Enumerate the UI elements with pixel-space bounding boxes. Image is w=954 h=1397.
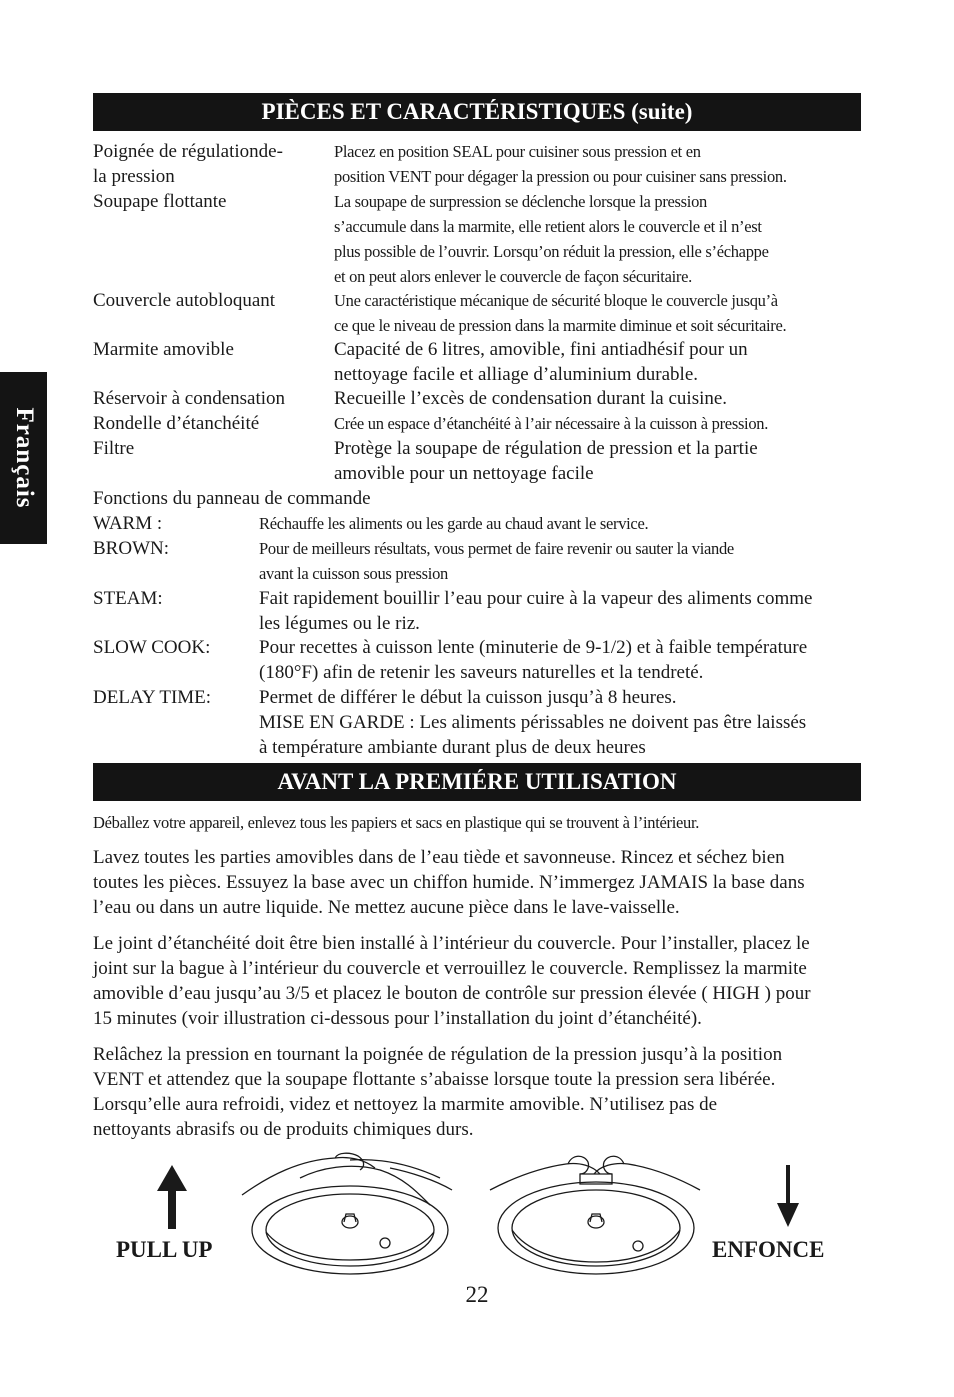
part-description: Recueille l’excès de condensation durant la cuisine. — [334, 388, 728, 409]
intro-text: Déballez votre appareil, enlevez tous les papiers et sacs en plastique qui se trouvent à l’intérieur. — [93, 813, 700, 832]
section-title: PIÈCES ET CARACTÉRISTIQUES (suite) — [261, 99, 693, 124]
lid-press-down-illustration — [488, 1150, 703, 1280]
function-label: STEAM: — [93, 588, 163, 609]
function-description: Pour de meilleurs résultats, vous permet de faire revenir ou sauter la viande avant la cuisson sous pression — [259, 539, 734, 583]
part-label: Couvercle autobloquant — [93, 290, 276, 311]
function-description: Permet de différer le début la cuisson jusqu’à 8 heures. MISE EN GARDE : Les aliments périssables ne doivent pas être laissés à température ambiante durant plus de deux heures — [259, 687, 807, 758]
function-label: BROWN: — [93, 538, 169, 559]
language-tab-label: Français — [10, 407, 38, 509]
section-header-first-use — [93, 763, 861, 801]
press-down-caption: ENFONCE — [712, 1237, 825, 1262]
part-label: Réservoir à condensation — [93, 388, 286, 409]
function-description: Pour recettes à cuisson lente (minuterie de 9-1/2) et à faible température (180°F) afin de retenir les saveurs naturelles et la tendreté. — [259, 637, 808, 683]
part-description: Capacité de 6 litres, amovible, fini antiadhésif pour un nettoyage facile et alliage d’aluminium durable. — [334, 339, 748, 385]
paragraph: Lavez toutes les parties amovibles dans de l’eau tiède et savonneuse. Rincez et séchez bien toutes les pièces. Essuyez la base avec un chiffon humide. N’immergez JAMAIS la base dans l’eau ou dans un autre liquide. Ne mettez aucune pièce dans le lave-vaisselle. — [93, 847, 805, 918]
part-label: Filtre — [93, 438, 135, 459]
part-description: Protège la soupape de régulation de pression et la partie amovible pour un nettoyage facile — [334, 438, 758, 484]
part-label: Rondelle d’étanchéité — [93, 413, 260, 434]
part-description: Une caractéristique mécanique de sécurité bloque le couvercle jusqu’à ce que le niveau de pression dans la marmite diminue et soit sécuritaire. — [334, 291, 787, 335]
section-title: AVANT LA PREMIÉRE UTILISATION — [277, 769, 677, 794]
page-number: 22 — [465, 1282, 489, 1307]
section-header-parts — [93, 93, 861, 131]
part-description: Crée un espace d’étanchéité à l’air nécessaire à la cuisson à pression. — [334, 414, 769, 433]
function-label: SLOW COOK: — [93, 637, 211, 658]
paragraph: Le joint d’étanchéité doit être bien installé à l’intérieur du couvercle. Pour l’installer, placez le joint sur la bague à l’intérieur du couvercle et verrouillez le couvercle. Remplissez la marmite amovible d’eau jusqu’au 3/5 et placez le bouton de contrôle sur pression élevée ( HIGH ) pour 15 minutes (voir illustration ci-dessous pour l’installation du joint d’étanchéité). — [93, 933, 811, 1029]
function-label: WARM : — [93, 513, 163, 534]
part-description: Placez en position SEAL pour cuisiner sous pression et en position VENT pour dégager la pression ou pour cuisiner sans pression. — [334, 142, 787, 186]
paragraph: Relâchez la pression en tournant la poignée de régulation de la pression jusqu’à la position VENT et attendez que la soupape flottante s’abaisse lorsque toute la pression sera libérée. Lorsqu’elle aura refroidi, videz et nettoyez la marmite amovible. N’utilisez pas de nettoyants abrasifs ou de produits chimiques durs. — [93, 1044, 783, 1140]
function-label: DELAY TIME: — [93, 687, 212, 708]
part-label: Marmite amovible — [93, 339, 234, 360]
part-label: Poignée de régulationde- la pression — [93, 141, 283, 187]
language-tab — [0, 372, 47, 544]
pull-up-caption: PULL UP — [116, 1237, 213, 1262]
part-label: Soupape flottante — [93, 191, 227, 212]
function-description: Fait rapidement bouillir l’eau pour cuire à la vapeur des aliments comme les légumes ou le riz. — [259, 588, 813, 634]
down-arrow-icon — [775, 1165, 801, 1227]
function-description: Réchauffe les aliments ou les garde au chaud avant le service. — [259, 514, 649, 533]
lid-pull-up-illustration — [240, 1150, 455, 1280]
part-description: La soupape de surpression se déclenche lorsque la pression s’accumule dans la marmite, elle retient alors le couvercle et il n’est plus possible de l’ouvrir. Lorsqu’on réduit la pression, elle s’échappe et on peut alors enlever le couvercle de façon sécuritaire. — [334, 192, 769, 286]
up-arrow-icon — [155, 1165, 189, 1229]
